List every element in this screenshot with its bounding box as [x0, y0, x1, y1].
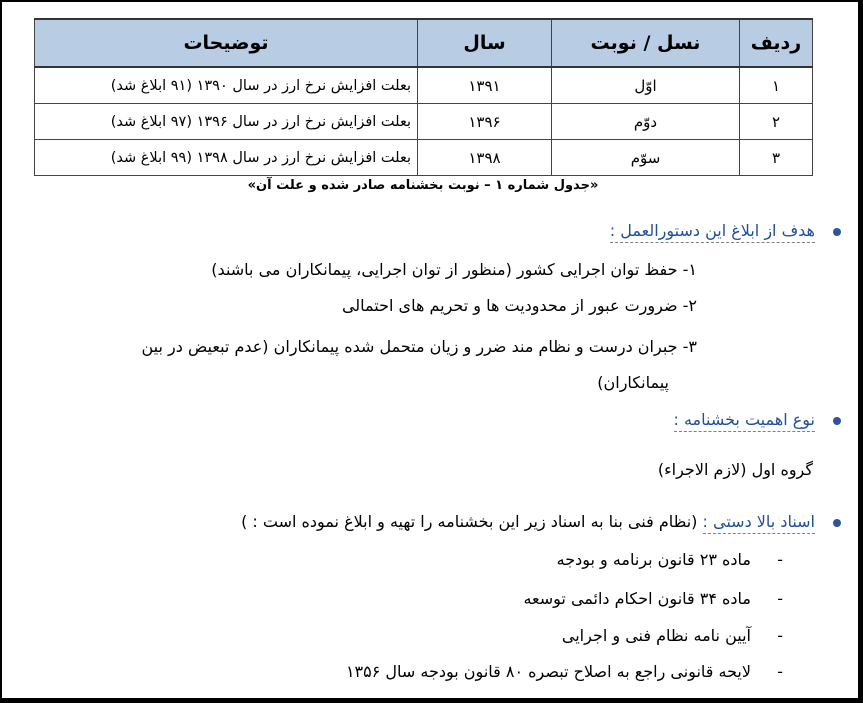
bullet-icon [833, 417, 841, 425]
cell-year: ۱۳۹۱ [418, 67, 552, 104]
upstream-note: (نظام فنی بنا به اسناد زیر این بخشنامه را تهیه و ابلاغ نموده است : ) [241, 512, 698, 531]
importance-title: نوع اهمیت بخشنامه : [674, 410, 816, 432]
goal-item-number: ۳- [682, 337, 697, 356]
cell-description: بعلت افزایش نرخ ارز در سال ۱۳۹۶ (۹۷ ابلاغ شد) [35, 104, 418, 140]
cell-generation: دوّم [552, 104, 740, 140]
cell-year: ۱۳۹۶ [418, 104, 552, 140]
upstream-item: ماده ۲۳ قانون برنامه و بودجه [556, 550, 751, 569]
header-description: توضیحات [35, 19, 418, 67]
goal-title: هدف از ابلاغ این دستورالعمل : [610, 221, 815, 243]
upstream-heading [241, 512, 815, 531]
goal-item-text: حفظ توان اجرایی کشور (منظور از توان اجرایی، پیمانکاران می باشند) [211, 260, 678, 279]
list-dash: - [777, 626, 783, 645]
cell-year: ۱۳۹۸ [418, 140, 552, 176]
cell-index: ۲ [740, 104, 813, 140]
goal-item-text: جبران درست و نظام مند ضرر و زیان متحمل شده پیمانکاران (عدم تبعیض در بین [141, 337, 678, 356]
header-year: سال [418, 19, 552, 67]
cell-description: بعلت افزایش نرخ ارز در سال ۱۳۹۰ (۹۱ ابلاغ شد) [35, 67, 418, 104]
cell-generation: اوّل [552, 67, 740, 104]
goal-item-text: ضرورت عبور از محدودیت ها و تحریم های احتمالی [341, 296, 678, 315]
table-header-row [35, 19, 813, 67]
importance-value: گروه اول (لازم الاجراء) [657, 460, 813, 479]
cell-index: ۱ [740, 67, 813, 104]
table-row [35, 104, 813, 140]
goal-item-2 [342, 296, 697, 315]
goal-item-1 [211, 260, 697, 279]
notice-table [34, 18, 813, 176]
upstream-item: ماده ۳۴ قانون احکام دائمی توسعه [523, 589, 751, 608]
header-generation: نسل / نوبت [552, 19, 740, 67]
cell-generation: سوّم [552, 140, 740, 176]
importance-heading [674, 410, 816, 429]
list-dash: - [777, 550, 783, 569]
cell-index: ۳ [740, 140, 813, 176]
upstream-item: لایحه قانونی راجع به اصلاح تبصره ۸۰ قانون بودجه سال ۱۳۵۶ [345, 662, 751, 681]
list-dash: - [777, 662, 783, 681]
goal-item-3-continuation: پیمانکاران) [597, 373, 669, 392]
table-row [35, 140, 813, 176]
goal-heading [610, 221, 815, 240]
table-row [35, 67, 813, 104]
table-caption: «جدول شماره ۱ – نوبت بخشنامه صادر شده و علت آن» [247, 178, 599, 193]
cell-description: بعلت افزایش نرخ ارز در سال ۱۳۹۸ (۹۹ ابلاغ شد) [35, 140, 418, 176]
goal-item-number: ۲- [682, 296, 697, 315]
header-index: ردیف [740, 19, 813, 67]
goal-item-number: ۱- [682, 260, 697, 279]
bullet-icon [833, 519, 841, 527]
upstream-title: اسناد بالا دستی : [703, 512, 815, 534]
bullet-icon [833, 228, 841, 236]
upstream-item: آیین نامه نظام فنی و اجرایی [561, 626, 751, 645]
goal-item-3 [141, 337, 697, 356]
list-dash: - [777, 589, 783, 608]
